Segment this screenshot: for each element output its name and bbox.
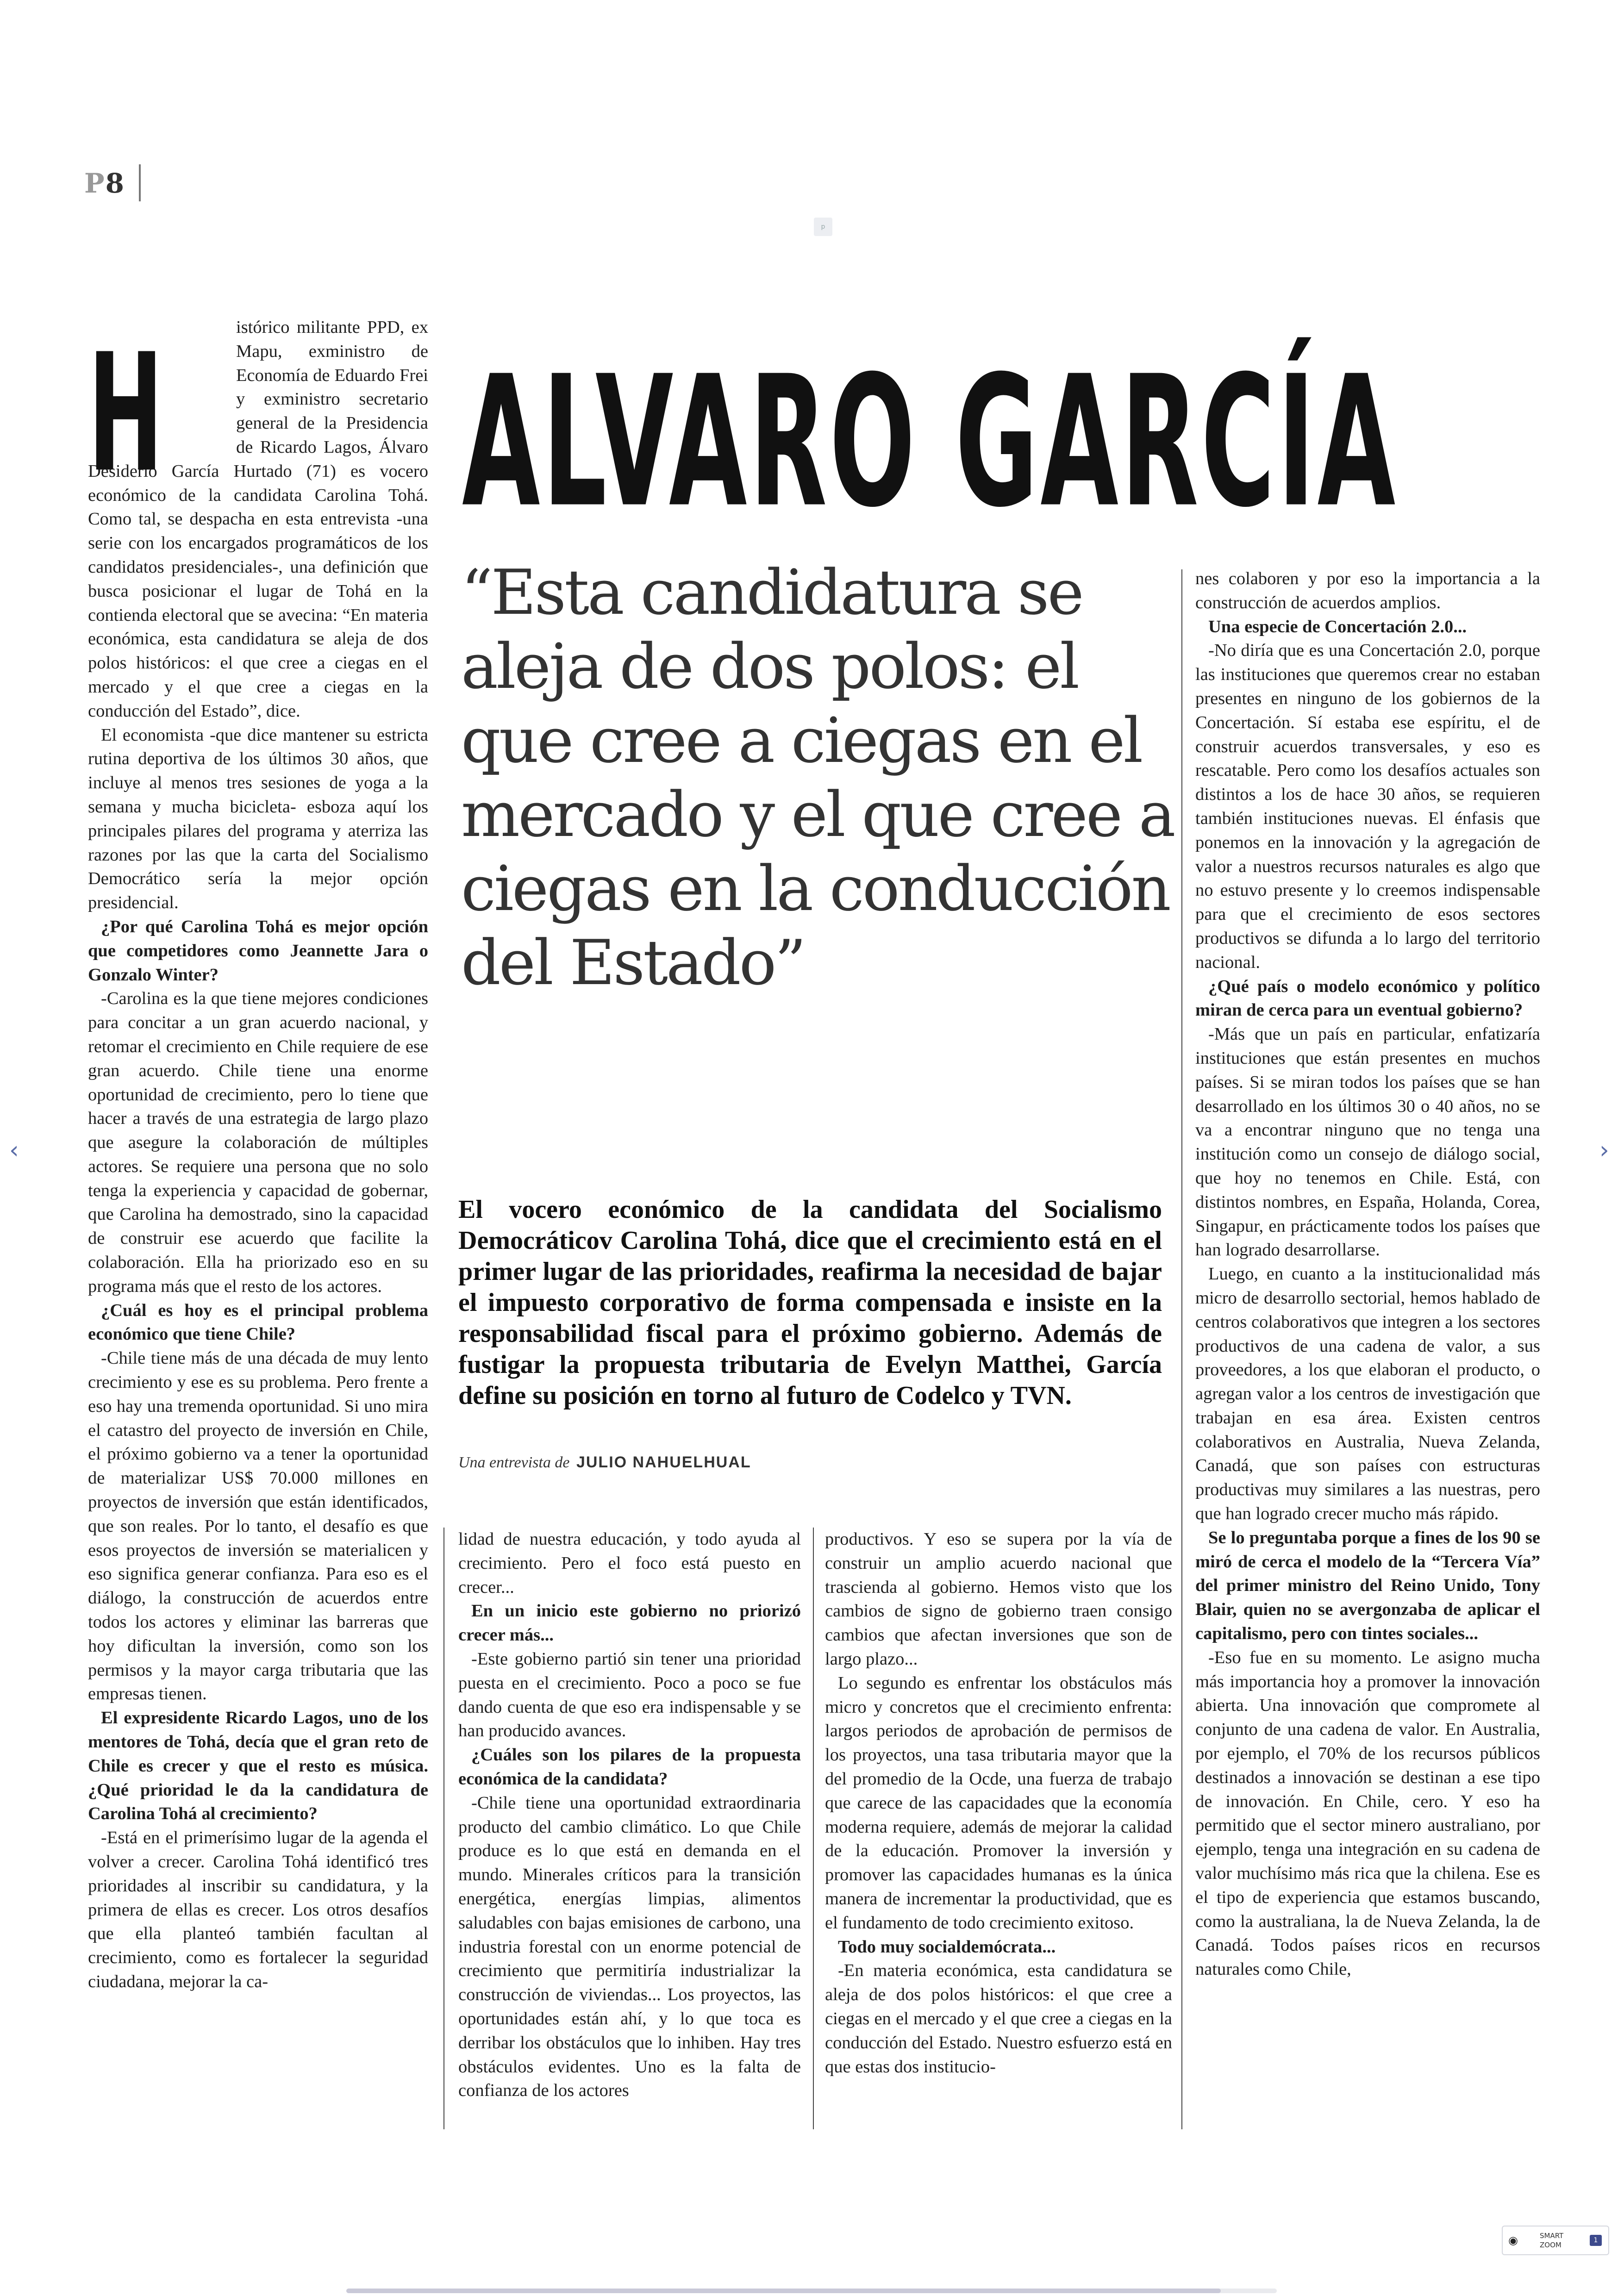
- zoom-level-badge: 1: [1590, 2235, 1602, 2246]
- drop-cap: H: [88, 318, 163, 508]
- column-rule: [443, 1528, 444, 2129]
- page-marker-icon: p: [814, 218, 832, 236]
- body-paragraph: -Carolina es la que tiene mejores condiciones para concitar a un gran acuerdo nacional, y retomar el crecimiento en Chile requiere de ese gran acuerdo. Chile tiene una enorme oportunidad de crecimiento, pero lo tiene que hacer a través de una estrategia de largo plazo que asegure la colaboración de múltiples actores. Se requiere una persona que no solo tenga la experiencia y capacidad de gobernar, que Carolina ha demostrado, sino la capacidad de construir ese acuerdo que facilite la colaboración. Ella ha priorizado eso en su programa más que el resto de los actores.: [88, 989, 428, 1296]
- eye-icon: ◉: [1508, 2234, 1518, 2247]
- interview-question: En un inicio este gobierno no priorizó crecer más...: [458, 1601, 801, 1645]
- byline-author: JULIO NAHUELHUAL: [576, 1453, 751, 1471]
- body-paragraph: El economista -que dice mantener su estricta rutina deportiva de los últimos 30 años, que incluye al menos tres sesiones de yoga a la semana y mucha bicicleta- esboza aquí los principales pilares del programa y aterriza las razones por las que la carta del Socialismo Democrático sería la mejor opción presidencial.: [88, 725, 428, 913]
- body-paragraph: productivos. Y eso se supera por la vía de construir un amplio acuerdo nacional que trascienda al gobierno. Hemos visto que los cambios de signo de gobierno traen consigo cambios que afectan inversiones que son de largo plazo...: [825, 1529, 1172, 1669]
- headline: ALVARO GARCÍA: [462, 337, 1398, 547]
- body-paragraph: -En materia económica, esta candidatura se aleja de dos polos históricos: el que cree a ciegas en el mercado y el que cree a ciegas en la conducción del Estado. Nuestro esfuerzo está en que estas dos institucio-: [825, 1961, 1172, 2077]
- byline: [458, 1453, 751, 1472]
- body-paragraph: -Chile tiene una oportunidad extraordinaria producto del cambio climático. Lo que Chile produce es lo que está en demanda en el mundo. Minerales críticos para la transición energética, energías limpias, alimentos saludables con bajas emisiones de carbono, una industria forestal con un enorme potencial de crecimiento que permitiría industrializar la construcción de viviendas... Los proyectos, las oportunidades están ahí, y lo que toca es derribar los obstáculos que lo inhiben. Hay tres obstáculos evidentes. Uno es la falta de confianza de los actores: [458, 1793, 801, 2101]
- body-paragraph: Lo segundo es enfrentar los obstáculos más micro y concretos que el crecimiento enfrenta: largos periodos de aprobación de permisos de los proyectos, una tasa tributaria mayor que la del promedio de la Ocde, una fuerza de trabajo que carece de las capacidades que la economía moderna requiere, además de mejorar la calidad de la educación. Promover la inversión y promover las capacidades humanas es la única manera de incrementar la productividad, que es el fundamento de todo crecimiento exitoso.: [825, 1673, 1172, 1933]
- body-paragraph: -No diría que es una Concertación 2.0, porque las instituciones que queremos crear no estaban presentes en ninguno de los gobiernos de la Concertación. Sí estaba ese espíritu, el de construir acuerdos transversales, y eso es rescatable. Pero como los desafíos actuales son distintos a los de hace 30 años, se requieren también instituciones nuevas. El énfasis que ponemos en la innovación y la agregación de valor a nuestros recursos naturales es algo que no estuvo presente y lo creemos indispensable para que el crecimiento de esos sectores productivos se difunda a lo largo del territorio nacional.: [1195, 641, 1540, 972]
- page-number: P8: [84, 168, 125, 199]
- body-paragraph: -Este gobierno partió sin tener una prioridad puesta en el crecimiento. Poco a poco se fue dando cuenta de que eso era indispensable y se han producido avances.: [458, 1649, 801, 1741]
- column-rule: [1181, 569, 1182, 2129]
- body-paragraph: -Está en el primerísimo lugar de la agenda el volver a crecer. Carolina Tohá identificó tres prioridades al inscribir su candidatura, y la primera de ellas es crecer. Los otros desafíos que ella planteó también facultan al crecimiento, como es fortalecer la seguridad ciudadana, mejorar la ca-: [88, 1828, 428, 1991]
- body-paragraph: lidad de nuestra educación, y todo ayuda al crecimiento. Pero el foco está puesto en crecer...: [458, 1529, 801, 1597]
- body-paragraph: -Más que un país en particular, enfatizaría instituciones que están presentes en muchos países. Si se miran todos los países que se han desarrollado en los últimos 30 o 40 años, no se va a encontrar ninguno que no tenga una institución como un consejo de diálogo social, que hoy no tenemos en Chile. Está, con distintos nombres, en España, Holanda, Corea, Singapur, en prácticamente todos los países que han logrado desarrollarse.: [1195, 1024, 1540, 1260]
- interview-question: ¿Qué país o modelo económico y político miran de cerca para un eventual gobierno?: [1195, 976, 1540, 1020]
- smart-zoom-label: SMART ZOOM: [1540, 2232, 1564, 2249]
- interview-question: ¿Cuál es hoy es el principal problema económico que tiene Chile?: [88, 1300, 428, 1344]
- body-paragraph: istórico militante PPD, ex Mapu, exministro de Economía de Eduardo Frei y exministro secretario general de la Presidencia de Ricardo Lagos, Álvaro Desiderio García Hurtado (71) es vocero económico de la candidata Carolina Tohá. Como tal, se despacha en esta entrevista -una serie con los encargados programáticos de los candidatos presidenciales-, una definición que busca posicionar el lugar de Tohá en la contienda electoral que se avecina: “En materia económica, esta candidatura se aleja de dos polos históricos: el que cree a ciegas en el mercado y el que cree a ciegas en la conducción del Estado”, dice.: [88, 318, 428, 721]
- interview-question: El expresidente Ricardo Lagos, uno de los mentores de Tohá, decía que el gran reto de Chile es crecer y que el resto es música. ¿Qué prioridad le da la candidatura de Carolina Tohá al crecimiento?: [88, 1708, 428, 1824]
- interview-question: Todo muy socialdemócrata...: [838, 1937, 1056, 1957]
- body-paragraph: -Eso fue en su momento. Le asigno mucha más importancia hoy a promover la innovación abierta. Una innovación que compromete al conjunto de una cadena de valor. En Australia, por ejemplo, el 70% de los recursos públicos destinados a innovación se destinan a ese tipo de innovación. En Chile, cero. Y eso ha permitido que el sector minero australiano, por ejemplo, tenga una integración en su cadena de valor muchísimo más rica que la chilena. Ese es el tipo de experiencia que estamos buscando, como la australiana, la de Nueva Zelanda, la de Canadá. Todos países ricos en recursos naturales como Chile,: [1195, 1647, 1540, 1979]
- column-rule: [813, 1528, 814, 2129]
- reading-progress-fill: [346, 2289, 1221, 2293]
- chevron-right-icon: ›: [1599, 1136, 1609, 1164]
- byline-intro: Una entrevista de: [458, 1454, 570, 1471]
- body-paragraph: Luego, en cuanto a la institucionalidad más micro de desarrollo sectorial, hemos hablado de centros colaborativos que integren a los sectores productivos de una cadena de valor, a sus proveedores, a los que elaboran el producto, o agregan valor a los centros de investigación que trabajan en esa área. Existen centros colaborativos en Australia, Nueva Zelanda, Canadá, que son países con estructuras productivas muy similares a las nuestras, pero que han logrado crecer mucho más rápido.: [1195, 1264, 1540, 1524]
- interview-question: ¿Cuáles son los pilares de la propuesta económica de la candidata?: [458, 1745, 801, 1789]
- interview-question: ¿Por qué Carolina Tohá es mejor opción que competidores como Jeannette Jara o Gonzalo Winter?: [88, 917, 428, 985]
- article-column-4: [1195, 567, 1540, 1982]
- article-column-3: [825, 1528, 1172, 2079]
- chevron-left-icon: ‹: [9, 1136, 19, 1164]
- body-paragraph: nes colaboren y por eso la importancia a la construcción de acuerdos amplios.: [1195, 569, 1540, 612]
- body-paragraph: -Chile tiene más de una década de muy lento crecimiento y ese es su problema. Pero frente a eso hay una tremenda oportunidad. Si uno mira el catastro del proyecto de inversión en Chile, el próximo gobierno va a tener la oportunidad de materializar US$ 70.000 millones en proyectos de inversión que están identificados, que son reales. Por lo tanto, el desafío es que esos proyectos de inversión se materialicen y eso significa generar confianza. Para eso es el diálogo, la construcción de acuerdos entre todos los actores y eliminar las barreras que hoy dificultan la inversión, como son los permisos y la mayor carga tributaria que las empresas tienen.: [88, 1348, 428, 1704]
- interview-question: Una especie de Concertación 2.0...: [1208, 617, 1467, 636]
- interview-question: Se lo preguntaba porque a fines de los 90 se miró de cerca el modelo de la “Tercera Vía” del primer ministro del Reino Unido, Tony Blair, quien no se avergonzaba de aplicar el capitalismo, pero con tintes sociales...: [1195, 1528, 1540, 1644]
- smart-zoom-button[interactable]: [1502, 2226, 1609, 2255]
- page-number-divider: [139, 164, 141, 201]
- next-page-button[interactable]: [1599, 1136, 1609, 1164]
- pull-quote: “Esta candidatura se aleja de dos polos: el que cree a ciegas en el mercado y el que cree a ciegas en la conducción del Estado”: [461, 556, 1174, 999]
- article-column-1: [88, 316, 428, 1994]
- prev-page-button[interactable]: [9, 1136, 19, 1164]
- lead-paragraph: El vocero económico de la candidata del Socialismo Democráticov Carolina Tohá, dice que el crecimiento está en el primer lugar de las prioridades, reafirma la necesidad de bajar el impuesto corporativo de forma compensada e insiste en la responsabilidad fiscal para el próximo gobierno. Además de fustigar la propuesta tributaria de Evelyn Matthei, García define su posición en torno al futuro de Codelco y TVN.: [458, 1195, 1162, 1410]
- article-column-2: [458, 1528, 801, 2103]
